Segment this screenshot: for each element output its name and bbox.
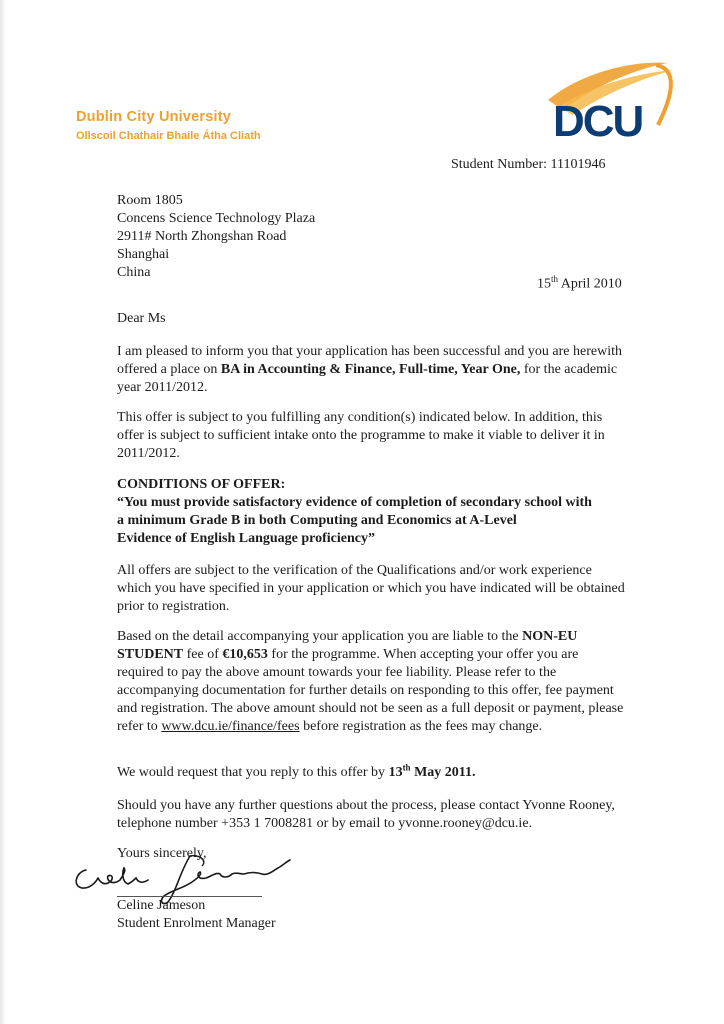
reply-deadline-paragraph xyxy=(117,764,627,782)
signer-name: Celine Jameson xyxy=(117,898,206,913)
reply-deadline xyxy=(388,762,476,780)
address-line: Shanghai xyxy=(117,247,170,262)
date-rest: April 2010 xyxy=(558,276,622,292)
address-line: 2911# North Zhongshan Road xyxy=(117,229,287,244)
university-name-irish: Ollscoil Chathair Bhaile Átha Cliath xyxy=(76,130,261,142)
fee-amount: €10,653 xyxy=(222,647,268,662)
fee-text: fee of xyxy=(183,647,223,662)
offer-text: I am pleased to inform you that your application has been successful and you are herewith offered a place on xyxy=(117,344,623,377)
recipient-address xyxy=(117,192,315,282)
fees-link[interactable]: www.dcu.ie/finance/fees xyxy=(161,719,300,734)
fee-category: NON-EU STUDENT xyxy=(117,629,578,662)
condition-line: Evidence of English Language proficiency” xyxy=(117,531,375,546)
address-line: China xyxy=(117,265,151,280)
condition-line: a minimum Grade B in both Computing and Economics at A-Level xyxy=(117,513,517,528)
address-line: Concens Science Technology Plaza xyxy=(117,211,316,226)
deadline-suffix: th xyxy=(402,762,411,773)
letter-date xyxy=(537,274,622,293)
signature-line xyxy=(117,896,262,897)
scan-edge-shade xyxy=(0,0,6,1024)
condition-line: “You must provide satisfactory evidence of completion of secondary school with xyxy=(117,495,592,510)
fee-text: for the programme. When accepting your offer you are required to pay the above amount towards your fee liability. Please refer to the accompanying documentation for further details on responding to this offer, fee payment and registration. The above amount should not be seen as a full deposit or payment, please refer to xyxy=(117,647,624,734)
fee-text-end: before registration as the fees may change. xyxy=(299,719,543,734)
verification-paragraph: All offers are subject to the verification of the Qualifications and/or work experience which you have specified in your application or which you have indicated will be obtained prior to registration. xyxy=(117,563,625,614)
fee-paragraph xyxy=(117,628,627,736)
deadline-day: 13 xyxy=(388,765,403,780)
conditions-heading: CONDITIONS OF OFFER: xyxy=(117,477,286,492)
reply-text: We would request that you reply to this offer by xyxy=(117,765,389,780)
address-line: Room 1805 xyxy=(117,193,183,208)
signer-title: Student Enrolment Manager xyxy=(117,916,276,931)
university-name: Dublin City University xyxy=(76,109,232,125)
conditions-block xyxy=(117,476,627,548)
fee-text: Based on the detail accompanying your application you are liable to the xyxy=(117,629,523,644)
dcu-logo-text: DCU xyxy=(553,97,643,146)
date-day: 15 xyxy=(537,276,551,292)
conditions-intro-paragraph: This offer is subject to you fulfilling any condition(s) indicated below. In addition, this offer is subject to sufficient intake onto the programme to make it viable to deliver it in 2011/2012. xyxy=(117,410,605,461)
offer-paragraph xyxy=(117,343,627,397)
date-suffix: th xyxy=(551,274,559,284)
contact-paragraph: Should you have any further questions about the process, please contact Yvonne Rooney, telephone number +353 1 7008281 or by email to yvonne.rooney@dcu.ie. xyxy=(117,798,615,831)
offer-text-end: for the academic year 2011/2012. xyxy=(117,362,618,395)
salutation: Dear Ms xyxy=(117,311,166,326)
programme-name: BA in Accounting & Finance, Full-time, Year One, xyxy=(220,362,521,377)
closing: Yours sincerely, xyxy=(117,846,207,861)
student-number: Student Number: 11101946 xyxy=(451,157,606,172)
deadline-rest: May 2011. xyxy=(410,765,476,780)
